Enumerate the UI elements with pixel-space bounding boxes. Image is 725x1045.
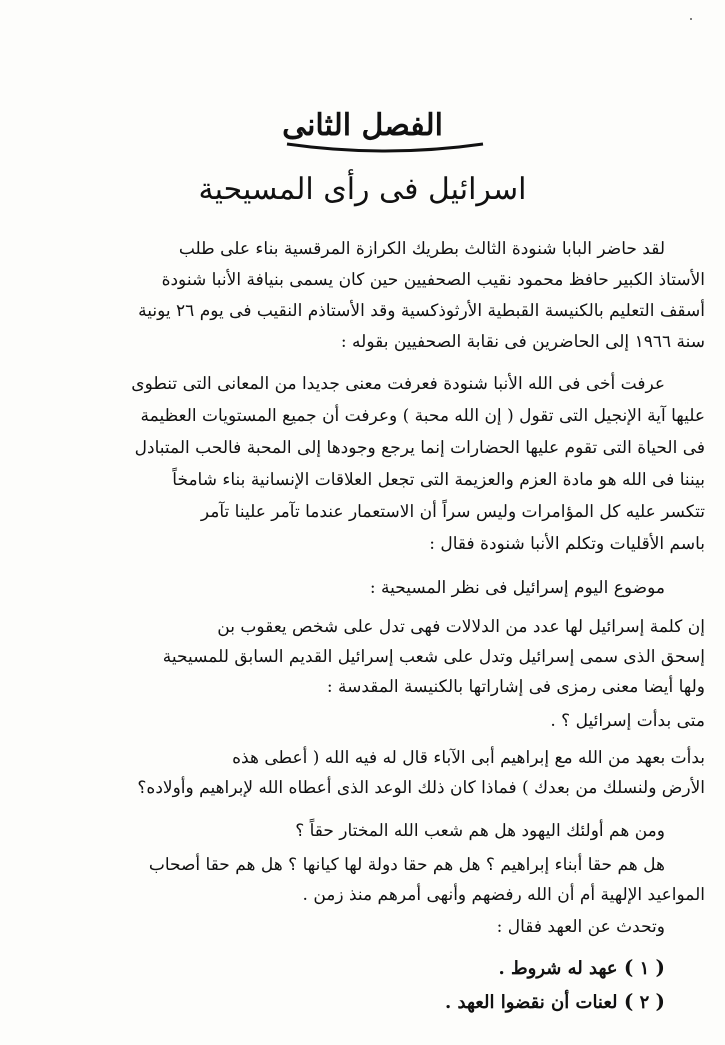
text-line: أسقف التعليم بالكنيسة القبطية الأرثوذكسية وقد الأستاذم النقيب فى يوم ٢٦ يونية xyxy=(138,301,705,321)
list-item: ( ١ ) عهد له شروط . xyxy=(498,955,665,979)
text-line: عليها آية الإنجيل التى تقول ( إن الله محبة ) وعرفت أن جميع المستويات العظيمة xyxy=(140,406,705,426)
topic-line: موضوع اليوم إسرائيل فى نظر المسيحية : xyxy=(369,578,665,598)
title-swash-ornament xyxy=(285,140,485,154)
text-line: بيننا فى الله هو مادة العزم والعزيمة التى تجعل العلاقات الإنسانية بناء شامخاً xyxy=(172,470,705,490)
paragraph-1 xyxy=(20,234,705,358)
chapter-subtitle: اسرائيل فى رأى المسيحية xyxy=(198,172,527,207)
text-line: تتكسر عليه كل المؤامرات وليس سراً أن الاستعمار عندما تآمر علينا تآمر xyxy=(200,502,705,522)
list-item-number: ١ xyxy=(639,958,650,979)
text-line: هل هم حقا أبناء إبراهيم ؟ هل هم حقا دولة لها كيانها ؟ هل هم حقا أصحاب xyxy=(148,855,665,875)
text-line: عرفت أخى فى الله الأنبا شنودة فعرفت معنى جديدا من المعانى التى تنطوى xyxy=(131,374,665,394)
chapter-title: الفصل الثانى xyxy=(282,108,443,143)
text-line: باسم الأقليات وتكلم الأنبا شنودة فقال : xyxy=(429,534,705,554)
text-line: إسحق الذى سمى إسرائيل وتدل على شعب إسرائيل القديم السابق للمسيحية xyxy=(162,647,705,667)
text-line: ولها أيضا معنى رمزى فى إشاراتها بالكنيسة المقدسة : xyxy=(326,677,705,697)
list-item-number: ٢ xyxy=(639,992,650,1013)
text-line: إن كلمة إسرائيل لها عدد من الدلالات فهى تدل على شخص يعقوب بن xyxy=(217,617,705,637)
text-line: الأستاذ الكبير حافظ محمود نقيب الصحفيين حين كان يسمى بنيافة الأنبا شنودة xyxy=(161,270,705,290)
text-line: لقد حاضر البابا شنودة الثالث بطريك الكرازة المرقسية بناء على طلب xyxy=(178,239,665,259)
paragraph-3 xyxy=(20,612,705,702)
text-line: سنة ١٩٦٦ إلى الحاضرين فى نقابة الصحفيين بقوله : xyxy=(340,332,705,352)
list-item-text: لعنات أن نقضوا العهد . xyxy=(445,992,618,1013)
question-2: ومن هم أولئك اليهود هل هم شعب الله المختار حقاً ؟ xyxy=(295,821,665,841)
text-line: المواعيد الإلهية أم أن الله رفضهم وأنهى أمرهم منذ زمن . xyxy=(302,885,705,905)
covenant-intro: وتحدث عن العهد فقال : xyxy=(496,917,665,937)
paragraph-5 xyxy=(20,850,705,910)
print-speck xyxy=(690,18,692,20)
text-line: الأرض ولنسلك من بعدك ) فماذا كان ذلك الوعد الذى أعطاه الله لإبراهيم وأولاده؟ xyxy=(137,778,705,798)
list-item-text: عهد له شروط . xyxy=(498,958,618,979)
question-1: متى بدأت إسرائيل ؟ . xyxy=(550,711,705,731)
paragraph-2 xyxy=(20,368,705,560)
list-item: ( ٢ ) لعنات أن نقضوا العهد . xyxy=(445,989,665,1013)
text-line: بدأت بعهد من الله مع إبراهيم أبى الآباء قال له فيه الله ( أعطى هذه xyxy=(232,748,705,768)
paragraph-4 xyxy=(20,743,705,803)
text-line: فى الحياة التى تقوم عليها الحضارات إنما يرجع وجودها إلى المحبة فالحب المتبادل xyxy=(134,438,705,458)
